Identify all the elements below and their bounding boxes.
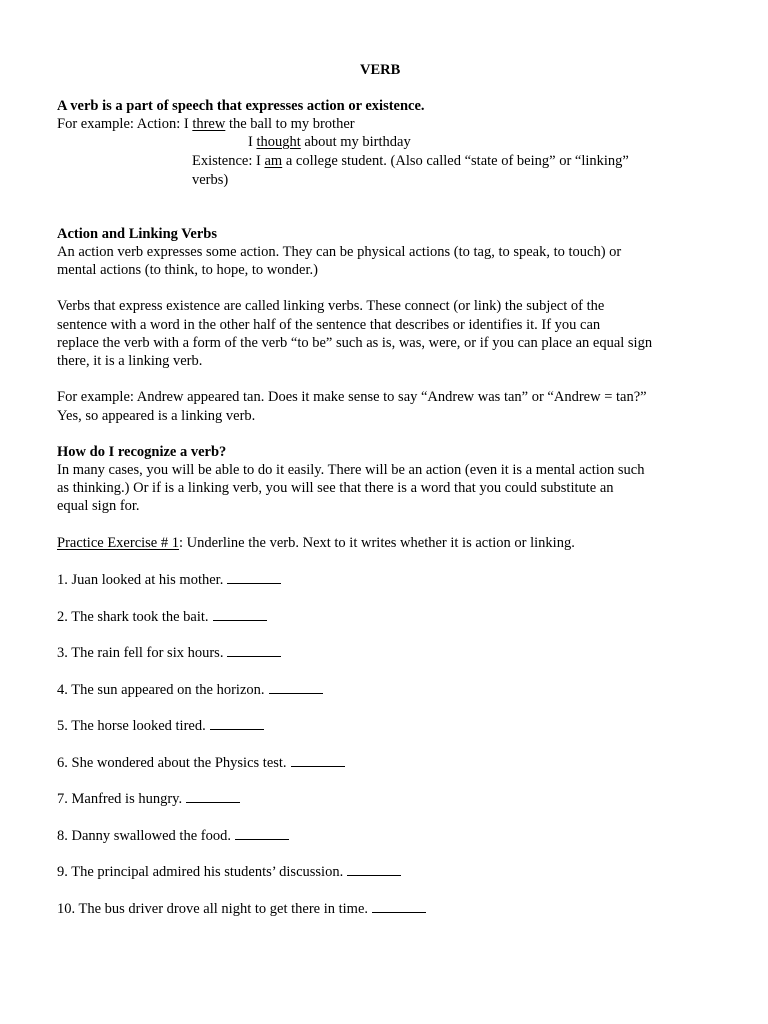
definition: A verb is a part of speech that expresses action or existence. [57, 98, 425, 114]
section-heading-recognize: How do I recognize a verb? [57, 444, 227, 460]
example-action-2-pre: I [248, 134, 257, 150]
exercise-instructions [57, 534, 575, 552]
example-existence-pre: Existence: I [192, 153, 265, 169]
answer-blank[interactable] [186, 789, 240, 803]
example-action-2 [248, 133, 411, 151]
section2-para-line: In many cases, you will be able to do it easily. There will be an action (even it is a mental action such [57, 462, 645, 478]
section1-para2-line: Verbs that express existence are called linking verbs. These connect (or link) the subject of the [57, 298, 605, 314]
exercise-item [57, 789, 240, 808]
exercise-item [57, 826, 289, 845]
exercise-item [57, 570, 281, 589]
example-verb-am: am [264, 153, 283, 169]
example-verb-threw: threw [192, 116, 226, 132]
answer-blank[interactable] [227, 570, 281, 584]
exercise-item-text: 8. Danny swallowed the food. [57, 828, 231, 844]
answer-blank[interactable] [347, 862, 401, 876]
example-action-1-rest: the ball to my brother [225, 116, 355, 132]
answer-blank[interactable] [227, 643, 281, 657]
section1-para2-line: sentence with a word in the other half of the sentence that describes or identifies it. If you can [57, 317, 601, 333]
example-action-1 [57, 115, 355, 133]
example-lead: For example: Action: I [57, 116, 193, 132]
exercise-item [57, 680, 323, 699]
exercise-item [57, 753, 345, 772]
exercise-item-text: 6. She wondered about the Physics test. [57, 755, 287, 771]
exercise-item-text: 3. The rain fell for six hours. [57, 645, 224, 661]
section1-para3-line: For example: Andrew appeared tan. Does it make sense to say “Andrew was tan” or “Andrew = tan?” [57, 389, 647, 405]
section1-para1-line: mental actions (to think, to hope, to wonder.) [57, 262, 318, 278]
section2-para-line: equal sign for. [57, 498, 140, 514]
answer-blank[interactable] [235, 826, 289, 840]
exercise-item [57, 643, 281, 662]
exercise-item-text: 4. The sun appeared on the horizon. [57, 682, 265, 698]
exercise-item-text: 1. Juan looked at his mother. [57, 572, 224, 588]
example-verb-thought: thought [256, 134, 301, 150]
answer-blank[interactable] [269, 680, 323, 694]
example-existence-rest: a college student. (Also called “state of being” or “linking” [282, 153, 629, 169]
exercise-item-text: 10. The bus driver drove all night to get there in time. [57, 901, 369, 917]
exercise-item-text: 9. The principal admired his students’ discussion. [57, 864, 344, 880]
exercise-item-text: 5. The horse looked tired. [57, 718, 206, 734]
answer-blank[interactable] [372, 899, 426, 913]
example-action-2-rest: about my birthday [300, 134, 411, 150]
exercise-item [57, 716, 264, 735]
exercise-item [57, 899, 426, 918]
section1-para1-line: An action verb expresses some action. They can be physical actions (to tag, to speak, to touch) or [57, 244, 622, 260]
exercise-item-text: 2. The shark took the bait. [57, 609, 209, 625]
answer-blank[interactable] [213, 607, 267, 621]
section1-para3-line: Yes, so appeared is a linking verb. [57, 408, 256, 424]
exercise-item [57, 862, 401, 881]
section1-para2-line: replace the verb with a form of the verb “to be” such as is, was, were, or if you can place an equal sign [57, 335, 653, 351]
example-existence [192, 152, 629, 170]
answer-blank[interactable] [210, 716, 264, 730]
page-title: VERB [360, 62, 401, 78]
section2-para-line: as thinking.) Or if is a linking verb, you will see that there is a word that you could substitute an [57, 480, 614, 496]
section1-para2-line: there, it is a linking verb. [57, 353, 203, 369]
exercise-instructions-text: : Underline the verb. Next to it writes whether it is action or linking. [178, 535, 575, 551]
answer-blank[interactable] [291, 753, 345, 767]
exercise-label: Practice Exercise # 1 [57, 535, 179, 551]
exercise-item-text: 7. Manfred is hungry. [57, 791, 183, 807]
example-existence-cont: verbs) [192, 172, 229, 188]
section-heading-action-linking: Action and Linking Verbs [57, 226, 217, 242]
exercise-item [57, 607, 267, 626]
